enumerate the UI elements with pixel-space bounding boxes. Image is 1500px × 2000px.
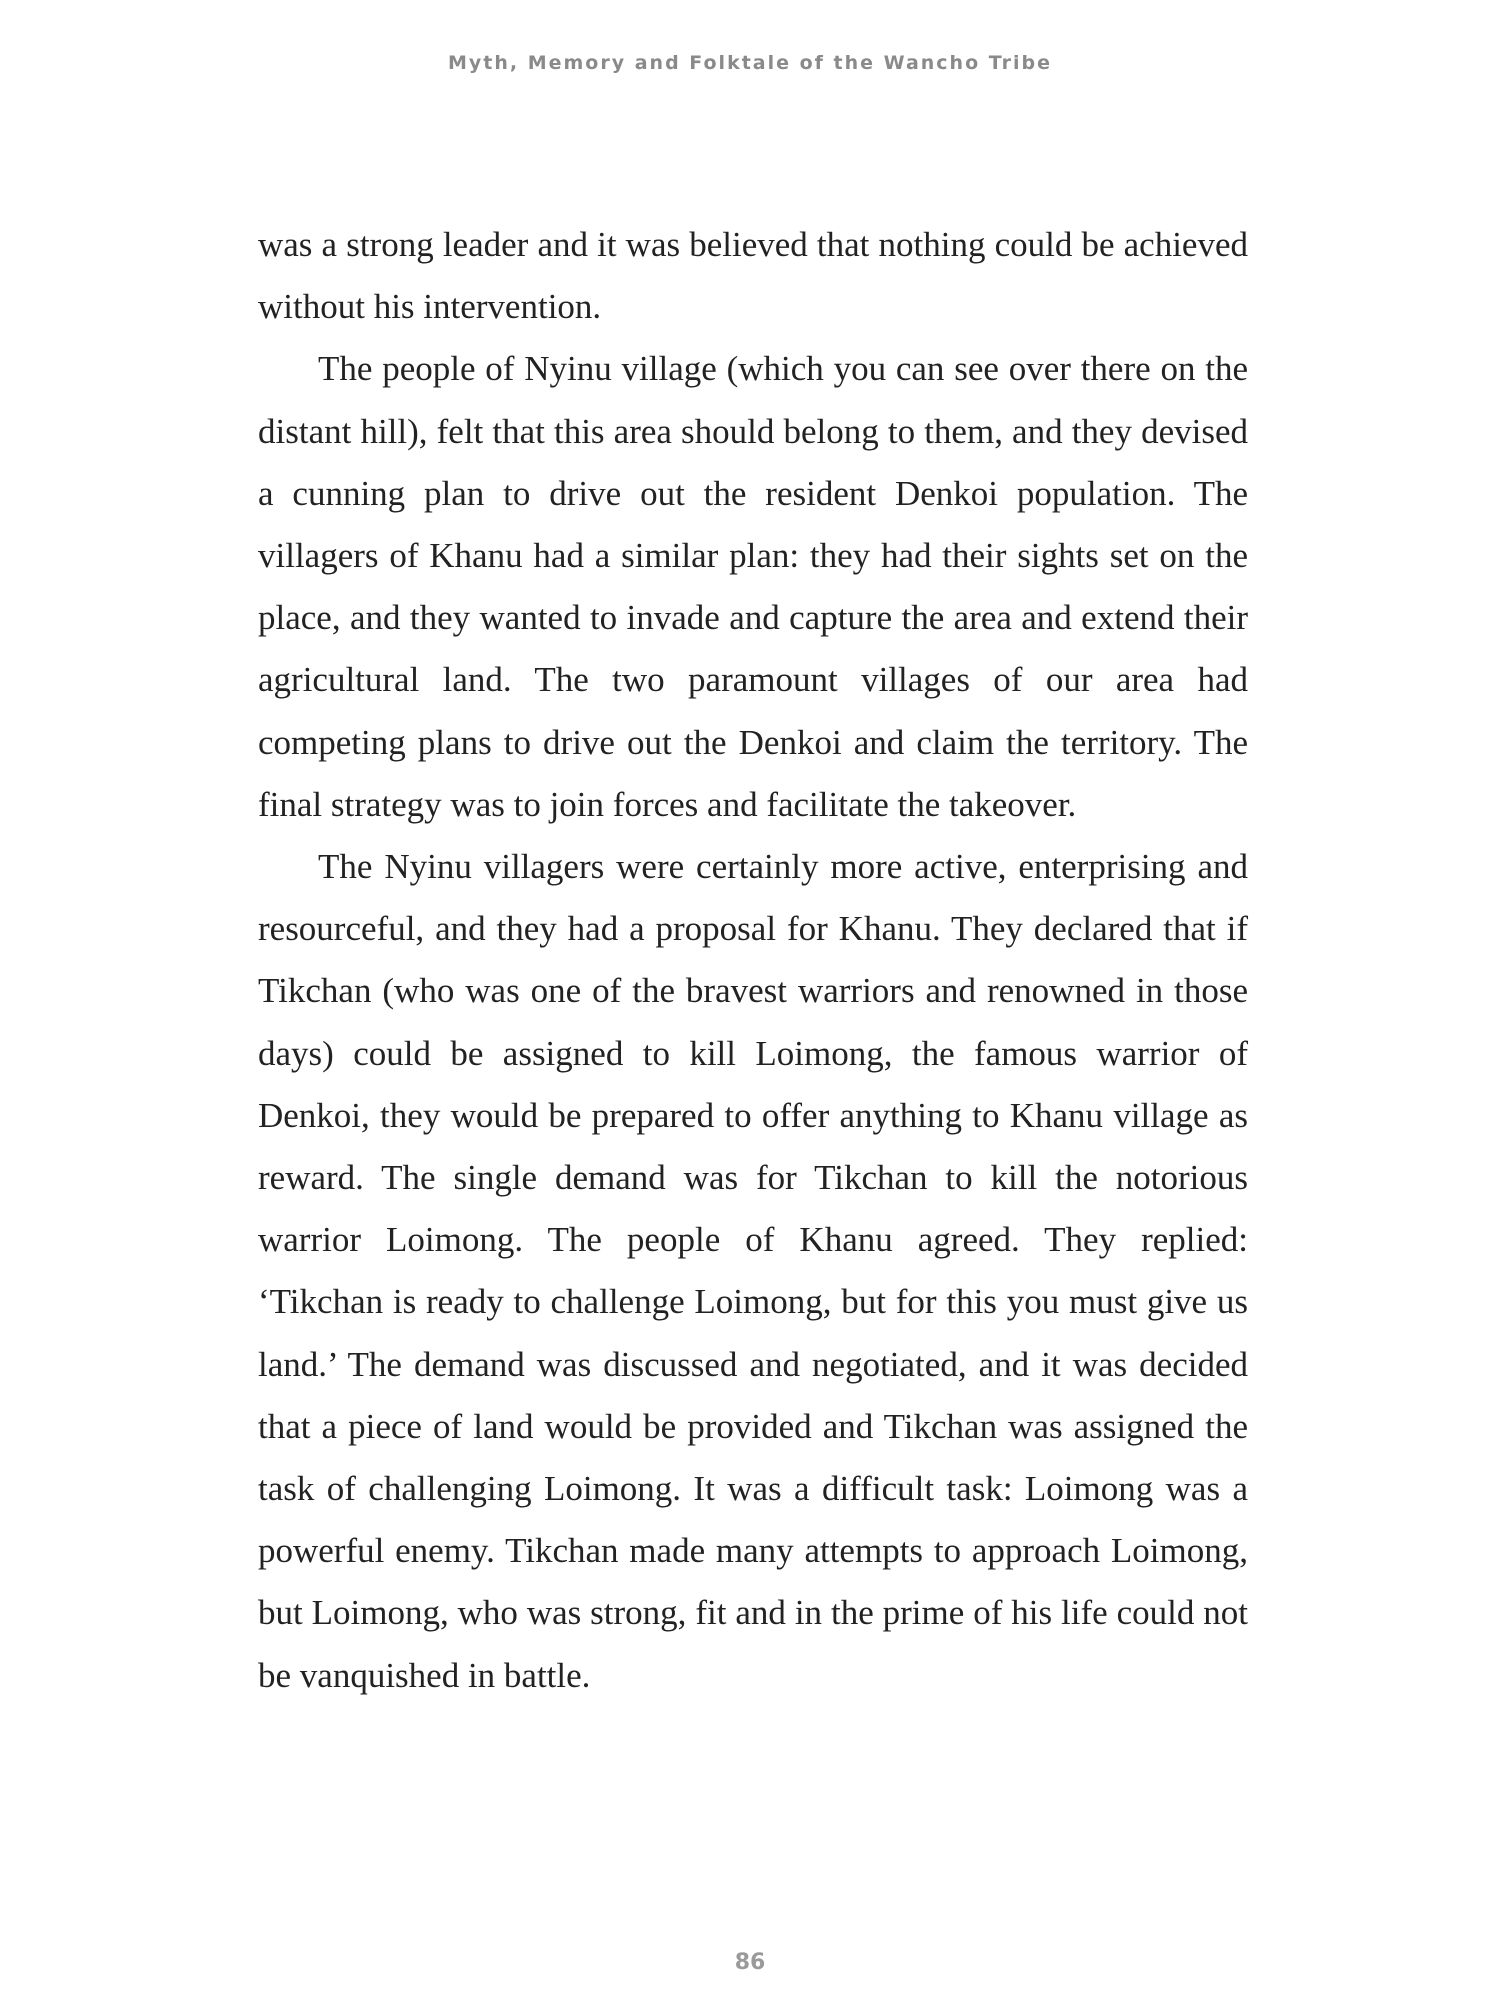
- paragraph-continued: was a strong leader and it was believed that nothing could be achieved without his intervention.: [258, 225, 1248, 327]
- running-header-title: Myth, Memory and Folktale of the Wancho Tribe: [447, 52, 1052, 74]
- page-number: 86: [734, 1950, 766, 1975]
- paragraph-tikchan-loimong: The Nyinu villagers were certainly more active, enterprising and resourceful, and they had a proposal for Khanu. They declared that if Tikchan (who was one of the bravest warriors and renowned in those days) could be assigned to kill Loimong, the famous warrior of Denkoi, they would be prepared to offer anything to Khanu village as reward. The single demand was for Tikchan to kill the notorious warrior Loimong. The people of Khanu agreed. They replied: ‘Tikchan is ready to challenge Loimong, but for this you must give us land.’ The demand was discussed and negotiated, and it was decided that a piece of land would be provided and Tikchan was assigned the task of challenging Loimong. It was a difficult task: Loimong was a powerful enemy. Tikchan made many attempts to approach Loimong, but Loimong, who was strong, fit and in the prime of his life could not be vanquished in battle.: [258, 847, 1248, 1695]
- body-text: [258, 214, 1248, 1707]
- paragraph-nyinu-plan: The people of Nyinu village (which you can see over there on the distant hill), felt that this area should belong to them, and they devised a cunning plan to drive out the resident Denkoi population. The villagers of Khanu had a similar plan: they had their sights set on the place, and they wanted to invade and capture the area and extend their agricultural land. The two paramount villages of our area had competing plans to drive out the Denkoi and claim the territory. The final strategy was to join forces and facilitate the takeover.: [258, 349, 1248, 824]
